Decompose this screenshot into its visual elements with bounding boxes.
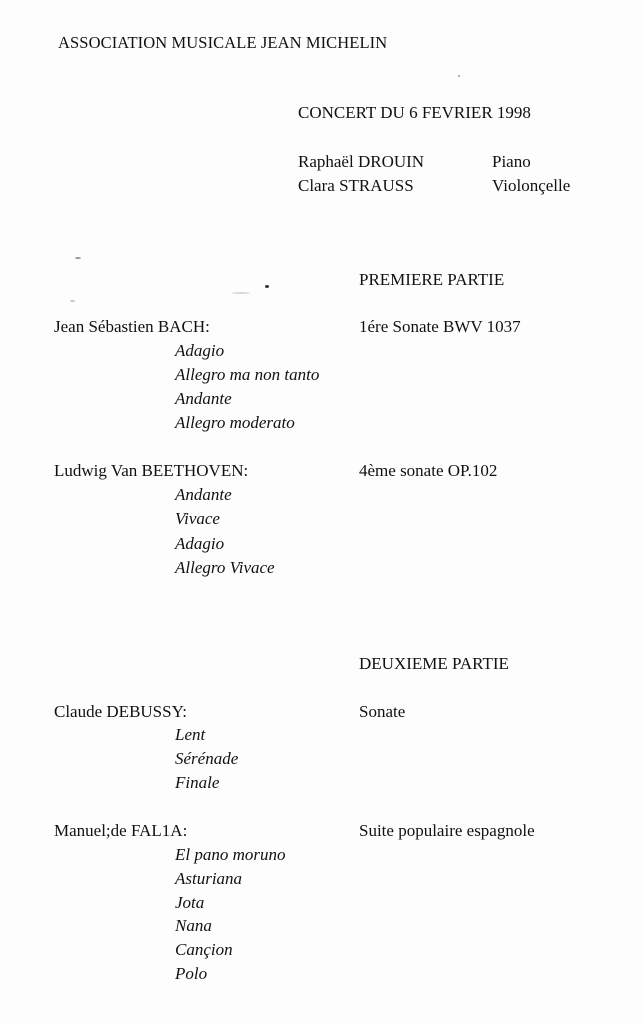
- organization-title: ASSOCIATION MUSICALE JEAN MICHELIN: [58, 33, 388, 52]
- scan-speck: [75, 257, 81, 259]
- scan-speck: [458, 75, 460, 77]
- work-title: Sonate: [359, 702, 406, 721]
- composer-name: Jean Sébastien BACH:: [54, 317, 210, 336]
- work-title: 1ére Sonate BWV 1037: [359, 317, 521, 336]
- work-title: 4ème sonate OP.102: [359, 461, 498, 480]
- movement: Asturiana: [175, 869, 243, 888]
- movement: Finale: [175, 773, 220, 792]
- movement: Andante: [175, 389, 232, 408]
- performer-instrument: Violonçelle: [492, 176, 571, 195]
- scan-speck: [265, 285, 269, 288]
- composer-name: Claude DEBUSSY:: [54, 702, 188, 721]
- movement: Allegro moderato: [175, 413, 295, 432]
- movement: Allegro ma non tanto: [175, 365, 320, 384]
- movement: Allegro Vivace: [175, 558, 275, 577]
- movement: Nana: [175, 916, 212, 935]
- performer-name: Clara STRAUSS: [298, 176, 414, 195]
- movement: Cançion: [175, 940, 233, 959]
- performer-name: Raphaël DROUIN: [298, 152, 425, 171]
- work-title: Suite populaire espagnole: [359, 821, 535, 840]
- composer-name: Ludwig Van BEETHOVEN:: [54, 461, 249, 480]
- concert-title: CONCERT DU 6 FEVRIER 1998: [298, 103, 531, 122]
- part-heading: PREMIERE PARTIE: [359, 270, 505, 289]
- movement: Vivace: [175, 509, 220, 528]
- movement: Lent: [175, 725, 206, 744]
- part-heading: DEUXIEME PARTIE: [359, 654, 509, 673]
- movement: Polo: [175, 964, 208, 983]
- performer-instrument: Piano: [492, 152, 531, 171]
- movement: El pano moruno: [175, 845, 286, 864]
- movement: Sérénade: [175, 749, 239, 768]
- movement: Jota: [175, 893, 205, 912]
- composer-name: Manuel;de FAL1A:: [54, 821, 188, 840]
- scan-speck: [232, 292, 250, 294]
- movement: Andante: [175, 485, 232, 504]
- movement: Adagio: [175, 534, 225, 553]
- scan-speck: [70, 300, 75, 302]
- movement: Adagio: [175, 341, 225, 360]
